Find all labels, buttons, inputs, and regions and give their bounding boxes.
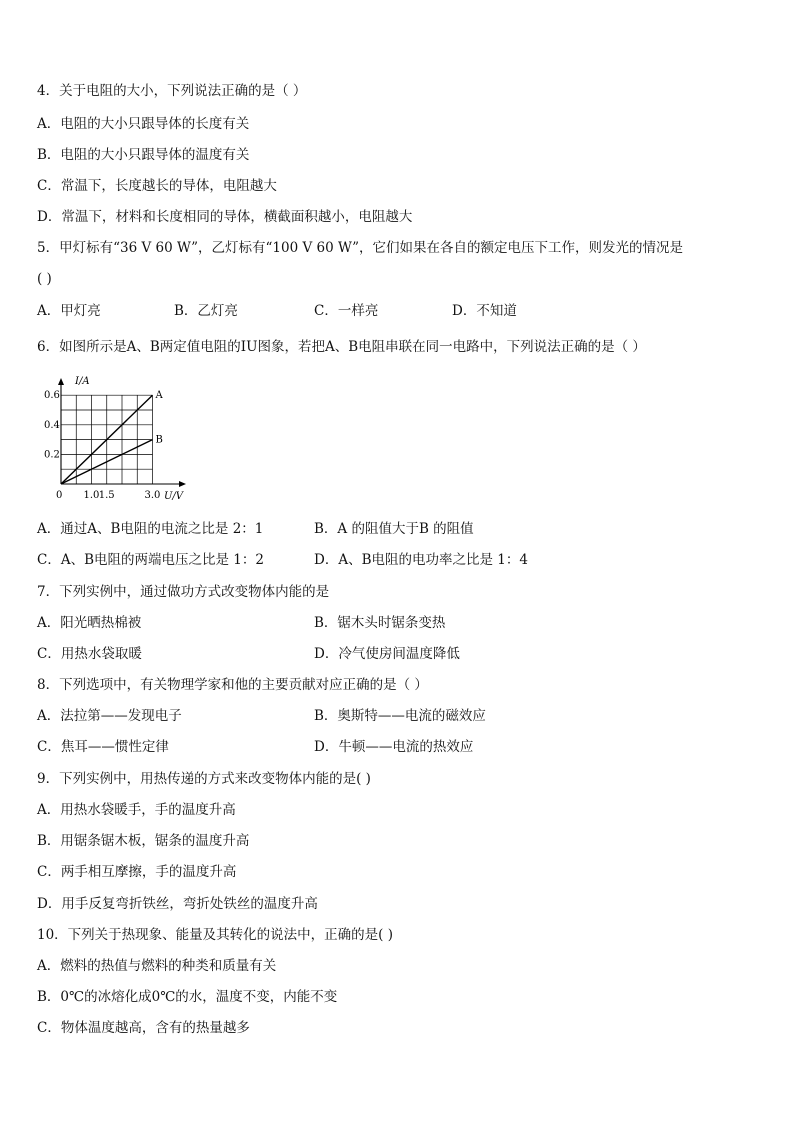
q7-option-c[interactable]: C．用热水袋取暖	[37, 646, 142, 662]
q10-option-b[interactable]: B．0℃的冰熔化成0℃的水，温度不变，内能不变	[37, 989, 338, 1005]
q8-option-b[interactable]: B．奥斯特——电流的磁效应	[314, 708, 486, 724]
q7-option-d[interactable]: D．冷气使房间温度降低	[314, 646, 460, 662]
q6-option-c[interactable]: C．A、B电阻的两端电压之比是 1：2	[37, 552, 264, 568]
question-7-stem: 7．下列实例中，通过做功方式改变物体内能的是	[37, 584, 330, 600]
q5-options-row	[37, 302, 737, 320]
y-axis-arrow	[58, 378, 64, 385]
q8-option-a[interactable]: A．法拉第——发现电子	[37, 708, 182, 724]
question-4-stem: 4．关于电阻的大小，下列说法正确的是（ ）	[37, 83, 307, 99]
q9-option-d[interactable]: D．用手反复弯折铁丝，弯折处铁丝的温度升高	[37, 896, 318, 912]
series-label-a: A	[155, 390, 163, 402]
x-tick-label: 1.0	[83, 490, 100, 501]
q4-option-a[interactable]: A．电阻的大小只跟导体的长度有关	[37, 116, 250, 132]
q6-option-a[interactable]: A．通过A、B电阻的电流之比是 2：1	[37, 521, 264, 537]
q10-option-a[interactable]: A．燃料的热值与燃料的种类和质量有关	[37, 958, 277, 974]
q10-option-c[interactable]: C．物体温度越高，含有的热量越多	[37, 1020, 250, 1036]
q4-option-c[interactable]: C．常温下，长度越长的导体，电阻越大	[37, 178, 277, 194]
q9-option-a[interactable]: A．用热水袋暖手，手的温度升高	[37, 802, 236, 818]
series-label-b: B	[155, 434, 163, 446]
y-tick-label: 0.2	[44, 449, 60, 461]
q4-option-b[interactable]: B．电阻的大小只跟导体的温度有关	[37, 147, 250, 163]
x-axis-label: U/V	[164, 491, 184, 502]
q9-option-b[interactable]: B．用锯条锯木板，锯条的温度升高	[37, 833, 250, 849]
origin-label: 0	[56, 490, 63, 501]
x-axis-arrow	[179, 481, 186, 487]
q8-option-d[interactable]: D．牛顿——电流的热效应	[314, 739, 474, 755]
question-10-stem: 10．下列关于热现象、能量及其转化的说法中，正确的是( )	[37, 927, 394, 943]
q6-option-d[interactable]: D．A、B电阻的电功率之比是 1：4	[314, 552, 528, 568]
q6-option-b[interactable]: B．A 的阻值大于B 的阻值	[314, 521, 474, 537]
y-tick-label: 0.6	[44, 390, 60, 402]
q5-option-d[interactable]: D．不知道	[452, 303, 517, 319]
question-9-stem: 9．下列实例中，用热传递的方式来改变物体内能的是( )	[37, 771, 371, 787]
iu-graph	[36, 372, 196, 507]
q5-option-c[interactable]: C．一样亮	[314, 303, 379, 319]
q9-option-c[interactable]: C．两手相互摩擦，手的温度升高	[37, 864, 237, 880]
question-5-paren: ( )	[37, 271, 52, 287]
question-8-stem: 8．下列选项中，有关物理学家和他的主要贡献对应正确的是（ ）	[37, 677, 428, 693]
q4-option-d[interactable]: D．常温下，材料和长度相同的导体，横截面积越小，电阻越大	[37, 209, 413, 225]
q8-option-c[interactable]: C．焦耳——惯性定律	[37, 739, 169, 755]
q7-option-a[interactable]: A．阳光晒热棉被	[37, 615, 142, 631]
q5-option-a[interactable]: A．甲灯亮	[37, 303, 101, 319]
q5-option-b[interactable]: B．乙灯亮	[174, 303, 238, 319]
y-tick-label: 0.4	[44, 419, 60, 431]
x-tick-label: 3.0	[144, 490, 161, 501]
y-axis-label: I/A	[75, 376, 90, 387]
question-5-stem: 5．甲灯标有“36 V 60 W”，乙灯标有“100 V 60 W”，它们如果在各自的额定电压下工作，则发光的情况是	[37, 240, 683, 256]
x-tick-label: 1.5	[98, 490, 115, 501]
q7-option-b[interactable]: B．锯木头时锯条变热	[314, 615, 446, 631]
question-6-stem: 6．如图所示是A、B两定值电阻的IU图象，若把A、B电阻串联在同一电路中，下列说法正确的是（ ）	[37, 339, 646, 355]
